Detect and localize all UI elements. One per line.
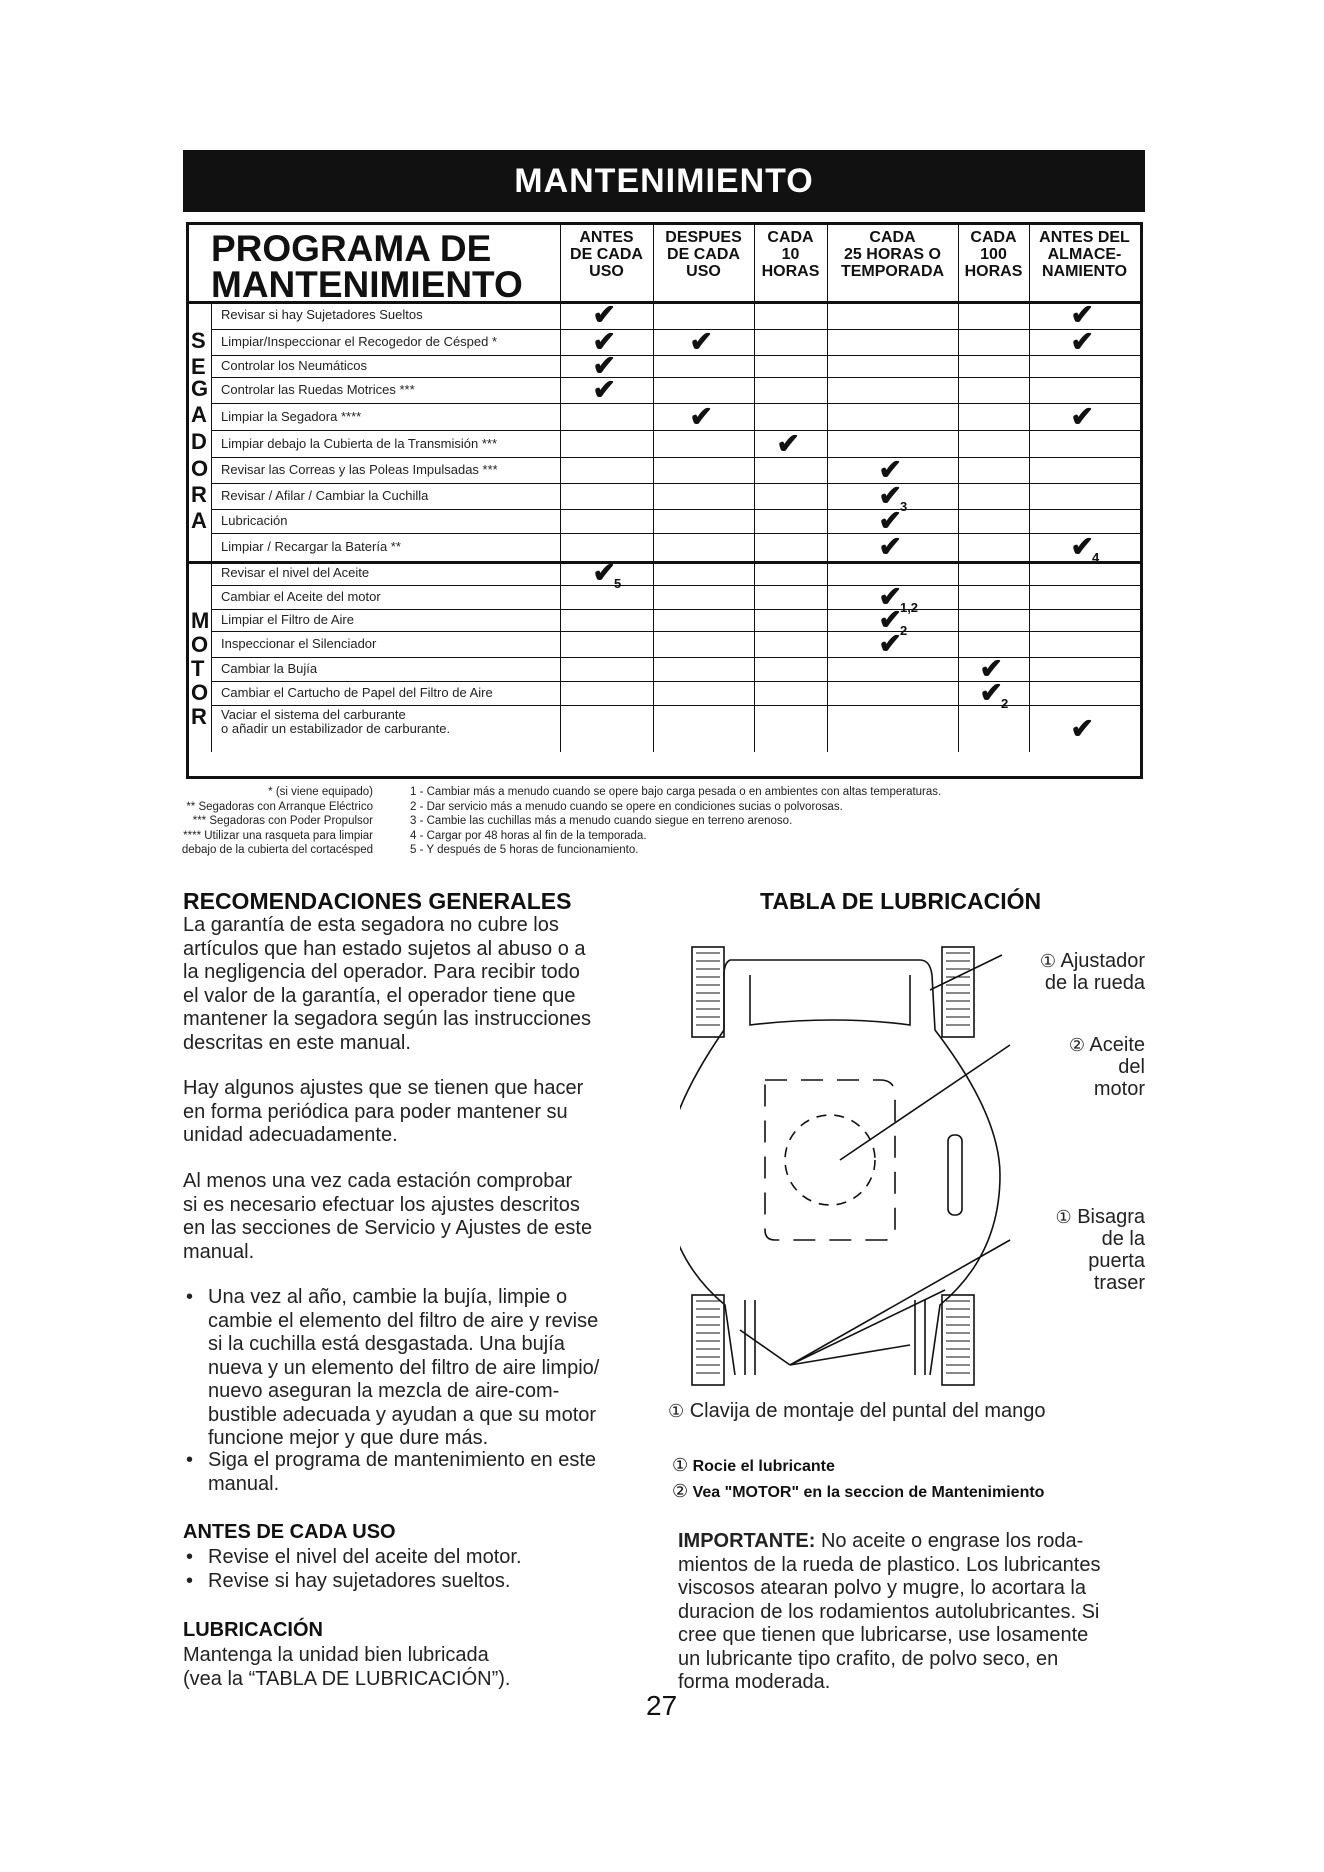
column-divider bbox=[653, 225, 654, 752]
checkmark-glyph: ✔ bbox=[878, 480, 902, 511]
text-line: un lubricante tipo crafito, de polvo seco, en bbox=[678, 1647, 1059, 1670]
circle-2-icon: ② bbox=[672, 1481, 689, 1501]
task-label bbox=[221, 685, 493, 701]
row-divider bbox=[211, 355, 1140, 356]
task-label bbox=[221, 565, 369, 581]
task-text: Limpiar la Segadora **** bbox=[221, 408, 362, 424]
side-letter-segadora: G bbox=[191, 376, 209, 401]
footnote-left: * (si viene equipado) bbox=[268, 786, 373, 798]
side-letter-motor: R bbox=[191, 704, 207, 729]
column-header bbox=[560, 229, 653, 280]
schedule-title bbox=[211, 228, 523, 305]
text-line: descritas en este manual. bbox=[183, 1031, 411, 1054]
text-line: bustible adecuada y ayudan a que su motor bbox=[208, 1403, 597, 1426]
task-label bbox=[221, 307, 423, 323]
task-text: Cambiar el Aceite del motor bbox=[221, 589, 381, 604]
lubrication-heading: LUBRICACIÓN bbox=[183, 1619, 323, 1641]
text-line: manual. bbox=[208, 1472, 280, 1495]
text-line: en las secciones de Servicio y Ajustes de este bbox=[183, 1217, 593, 1239]
bullet-icon: • bbox=[186, 1570, 194, 1592]
text-line: mientos de la rueda de plastico. Los lubricantes bbox=[678, 1553, 1101, 1576]
task-label bbox=[221, 513, 288, 529]
side-letter-segadora: D bbox=[191, 429, 207, 454]
text-line: la negligencia del operador. Para recibir todo bbox=[183, 961, 580, 983]
side-letter-segadora: S bbox=[191, 328, 206, 353]
column-header-line: USO bbox=[686, 263, 721, 280]
row-divider bbox=[211, 533, 1140, 534]
task-text: Cambiar el Cartucho de Papel del Filtro de Aire bbox=[221, 685, 493, 700]
task-text: Cambiar la Bujía bbox=[221, 661, 318, 676]
column-header-line: 10 bbox=[781, 246, 800, 263]
checkmark-icon bbox=[593, 559, 622, 592]
task-label bbox=[221, 409, 361, 425]
text-line: Al menos una vez cada estación comprobar bbox=[183, 1170, 573, 1192]
column-header-line: HORAS bbox=[964, 263, 1023, 280]
task-text: Limpiar debajo la Cubierta de la Transmisión *** bbox=[221, 435, 498, 451]
front-left-wheel bbox=[692, 947, 724, 1037]
row-divider bbox=[211, 329, 1140, 330]
task-label bbox=[221, 382, 415, 398]
row-divider bbox=[211, 585, 1140, 586]
column-header-line: ANTES DEL bbox=[1039, 229, 1130, 246]
paragraph-season-check bbox=[183, 1170, 592, 1264]
column-header bbox=[958, 229, 1029, 280]
checkmark-glyph: ✔ bbox=[592, 374, 616, 405]
checkmark-glyph: ✔ bbox=[878, 454, 902, 485]
paragraph-warranty bbox=[183, 914, 591, 1055]
bullet-yearly bbox=[186, 1286, 600, 1451]
footnote-left: *** Segadoras con Poder Propulsor bbox=[192, 815, 373, 827]
column-divider bbox=[754, 225, 755, 752]
rear-left-wheel bbox=[692, 1295, 724, 1385]
column-header-line: CADA bbox=[970, 229, 1017, 246]
lubrication-chart-heading: TABLA DE LUBRICACIÓN bbox=[760, 888, 1042, 914]
rear-right-wheel bbox=[942, 1295, 974, 1385]
column-header-line: TEMPORADA bbox=[840, 263, 945, 280]
footnote-right: 1 - Cambiar más a menudo cuando se opere bajo carga pesada o en ambientes con altas temperaturas. bbox=[410, 786, 942, 798]
column-header-line: HORAS bbox=[761, 263, 820, 280]
paragraph-adjustments bbox=[183, 1077, 583, 1148]
callout-wheel-adjuster: ① Ajustador de la rueda bbox=[1039, 950, 1145, 994]
bullet-icon: • bbox=[186, 1286, 194, 1308]
column-divider bbox=[827, 225, 828, 752]
checkmark-glyph: ✔ bbox=[689, 326, 713, 357]
checkmark-icon bbox=[980, 679, 1009, 712]
task-label bbox=[221, 539, 401, 555]
text-line: (vea la “TABLA DE LUBRICACIÓN”). bbox=[183, 1667, 511, 1690]
side-letter-segadora: R bbox=[191, 482, 207, 507]
text-line: manual. bbox=[183, 1240, 255, 1263]
task-text-line2: o añadir un estabilizador de carburante. bbox=[221, 721, 451, 736]
before-use-item bbox=[186, 1546, 522, 1570]
row-divider bbox=[189, 561, 1140, 564]
important-note: IMPORTANTE: No aceite o engrase los roda- mientos de la rueda de plastico. Los lubricantes viscosos atearan polvo y mugre, lo acortara la duracion de los rodamientos autolubricantes. Si cree que tienen que lubricarse, use losamente un lubricante tipo crafito, de polvo seco, en forma moderada. bbox=[678, 1530, 1148, 1695]
schedule-title-line1: PROGRAMA DE bbox=[211, 228, 492, 269]
column-header bbox=[754, 229, 827, 280]
row-divider bbox=[211, 377, 1140, 378]
column-header-line: NAMIENTO bbox=[1041, 263, 1128, 280]
checkmark-glyph: ✔ bbox=[878, 604, 902, 635]
task-text: Revisar el nivel del Aceite bbox=[221, 565, 370, 580]
checkmark-glyph: ✔ bbox=[878, 628, 902, 659]
checkmark-glyph: ✔ bbox=[1070, 531, 1094, 562]
checkmark-icon bbox=[593, 301, 616, 329]
row-divider bbox=[211, 631, 1140, 632]
checkmark-icon bbox=[1070, 400, 1094, 432]
text-line: forma moderada. bbox=[678, 1671, 831, 1693]
task-text: Vaciar el sistema del carburante bbox=[221, 707, 406, 722]
row-divider bbox=[211, 430, 1140, 431]
task-text: Limpiar el Filtro de Aire bbox=[221, 612, 354, 627]
row-divider bbox=[211, 483, 1140, 484]
checkmark-footnote-ref: 5 bbox=[613, 576, 622, 591]
column-divider bbox=[958, 225, 959, 752]
column-header-line: DESPUES bbox=[665, 229, 742, 246]
task-label bbox=[221, 636, 376, 652]
footnote-left: debajo de la cubierta del cortacésped bbox=[181, 844, 373, 856]
checkmark-icon bbox=[689, 400, 713, 432]
column-header bbox=[1029, 229, 1140, 280]
text-line: funcione mejor y que dure más. bbox=[208, 1427, 489, 1449]
footnote-left: ** Segadoras con Arranque Eléctrico bbox=[186, 800, 373, 813]
column-header-line: ANTES bbox=[579, 229, 634, 246]
checkmark-icon bbox=[879, 630, 902, 658]
checkmark-glyph: ✔ bbox=[776, 427, 800, 459]
task-text: Controlar las Ruedas Motrices *** bbox=[221, 382, 415, 397]
bullet-icon: • bbox=[186, 1449, 194, 1471]
text-line: Revise el nivel del aceite del motor. bbox=[208, 1546, 522, 1568]
task-text: Revisar / Afilar / Cambiar la Cuchilla bbox=[221, 488, 429, 503]
task-text: Lubricación bbox=[221, 513, 288, 528]
row-divider bbox=[211, 457, 1140, 458]
side-letter-motor: O bbox=[191, 632, 209, 657]
checkmark-glyph: ✔ bbox=[979, 653, 1003, 684]
task-label bbox=[221, 334, 497, 350]
task-text: Controlar los Neumáticos bbox=[221, 358, 367, 373]
column-header bbox=[827, 229, 958, 280]
footnote-right: 3 - Cambie las cuchillas más a menudo cuando siegue en terreno arenoso. bbox=[410, 815, 793, 827]
page-number: 27 bbox=[646, 1690, 678, 1721]
row-divider bbox=[211, 609, 1140, 610]
legend-spray-lubricant: ① Rocie el lubricante bbox=[672, 1455, 835, 1475]
column-header bbox=[653, 229, 754, 280]
task-label bbox=[221, 708, 450, 736]
column-header-line: DE CADA bbox=[667, 246, 740, 263]
side-letter-motor: M bbox=[191, 608, 210, 633]
column-divider bbox=[1029, 225, 1030, 752]
text-line: si es necesario efectuar los ajustes descritos bbox=[183, 1193, 580, 1216]
checkmark-glyph: ✔ bbox=[1070, 326, 1094, 357]
checkmark-icon bbox=[690, 328, 713, 356]
checkmark-icon bbox=[1070, 712, 1094, 744]
checkmark-glyph: ✔ bbox=[689, 400, 713, 432]
checkmark-glyph: ✔ bbox=[592, 299, 616, 330]
legend-see-motor: ② Vea "MOTOR" en la seccion de Mantenimiento bbox=[672, 1481, 1045, 1501]
text-line: Revise si hay sujetadores sueltos. bbox=[208, 1570, 511, 1592]
column-header-line: DE CADA bbox=[570, 246, 643, 263]
side-letter-segadora: A bbox=[191, 508, 207, 533]
checkmark-icon bbox=[1071, 533, 1100, 566]
task-label bbox=[221, 661, 317, 677]
letter-strip-divider bbox=[211, 301, 212, 752]
schedule-title-line2: MANTENIMIENTO bbox=[211, 264, 523, 305]
text-line: unidad adecuadamente. bbox=[183, 1124, 398, 1146]
checkmark-glyph: ✔ bbox=[878, 581, 902, 612]
task-label bbox=[221, 358, 367, 374]
maintenance-schedule-table bbox=[186, 222, 1143, 779]
checkmark-icon bbox=[879, 533, 902, 561]
text-line: si la cuchilla está desgastada. Una bujía bbox=[208, 1333, 565, 1355]
task-text: Inspeccionar el Silenciador bbox=[221, 636, 377, 651]
task-text: Limpiar / Recargar la Batería ** bbox=[221, 539, 401, 554]
checkmark-glyph: ✔ bbox=[878, 531, 902, 562]
before-each-use-heading: ANTES DE CADA USO bbox=[183, 1521, 396, 1543]
row-divider bbox=[211, 403, 1140, 404]
checkmark-icon bbox=[776, 427, 800, 459]
general-recommendations-heading: RECOMENDACIONES GENERALES bbox=[183, 888, 572, 914]
text-line: Siga el programa de mantenimiento en este bbox=[208, 1449, 597, 1471]
text-line: nuevo aseguran la mezcla de aire-com- bbox=[208, 1380, 560, 1402]
checkmark-glyph: ✔ bbox=[592, 557, 616, 588]
checkmark-footnote-ref: 2 bbox=[899, 623, 908, 638]
text-line: duracion de los rodamientos autolubricantes. Si bbox=[678, 1600, 1100, 1623]
text-line: La garantía de esta segadora no cubre los bbox=[183, 914, 559, 936]
circle-1-icon: ① bbox=[1055, 1207, 1072, 1227]
checkmark-footnote-ref: 2 bbox=[1000, 696, 1009, 711]
column-divider bbox=[560, 225, 561, 752]
column-header-line: CADA bbox=[767, 229, 814, 246]
checkmark-glyph: ✔ bbox=[979, 677, 1003, 708]
text-line: Una vez al año, cambie la bujía, limpie o bbox=[208, 1286, 568, 1308]
side-letter-segadora: E bbox=[191, 354, 206, 379]
task-label bbox=[221, 589, 381, 605]
side-letter-motor: T bbox=[191, 656, 205, 681]
task-label bbox=[221, 462, 498, 478]
text-line: mantener la segadora según las instrucciones bbox=[183, 1008, 592, 1030]
important-label: IMPORTANTE: bbox=[678, 1530, 816, 1552]
column-header-line: 100 bbox=[980, 246, 1007, 263]
callout-rear-door-hinge: ① Bisagra de la puerta traser bbox=[1055, 1206, 1145, 1294]
task-label bbox=[221, 612, 354, 628]
text-line: viscosos atearan polvo y mugre, lo acortara la bbox=[678, 1577, 1086, 1599]
text-line: artículos que han estado sujetos al abuso o a bbox=[183, 937, 586, 960]
header-divider bbox=[189, 301, 1140, 304]
circle-1-icon: ① bbox=[1039, 951, 1057, 971]
checkmark-glyph: ✔ bbox=[1070, 299, 1094, 330]
mower-deck-outline bbox=[680, 960, 1000, 1375]
footnote-right: 5 - Y después de 5 horas de funcionamiento. bbox=[410, 844, 639, 856]
text-line: cree que tienen que lubricarse, use losamente bbox=[678, 1624, 1089, 1646]
column-header-line: ALMACE- bbox=[1047, 246, 1122, 263]
checkmark-icon bbox=[593, 376, 616, 404]
text-line: nueva y un elemento del filtro de aire limpio/ bbox=[208, 1356, 600, 1379]
text-line: el valor de la garantía, el operador tiene que bbox=[183, 984, 576, 1007]
circle-2-icon: ② bbox=[1068, 1035, 1085, 1055]
task-text: Revisar si hay Sujetadores Sueltos bbox=[221, 307, 423, 322]
checkmark-icon bbox=[1071, 301, 1094, 329]
front-right-wheel bbox=[942, 947, 974, 1037]
footnote-right: 2 - Dar servicio más a menudo cuando se opere en condiciones sucias o polvorosas. bbox=[410, 800, 843, 813]
checkmark-glyph: ✔ bbox=[592, 326, 616, 357]
text-line: en forma periódica para poder mantener su bbox=[183, 1100, 568, 1123]
text-line: Mantenga la unidad bien lubricada bbox=[183, 1644, 489, 1666]
checkmark-footnote-ref: 1,2 bbox=[899, 600, 919, 615]
checkmark-footnote-ref: 4 bbox=[1091, 550, 1100, 565]
checkmark-glyph: ✔ bbox=[592, 350, 616, 381]
checkmark-icon bbox=[1071, 328, 1094, 356]
callout-engine-oil: ② Aceite del motor bbox=[1068, 1034, 1145, 1100]
checkmark-glyph: ✔ bbox=[1070, 712, 1094, 744]
side-letter-motor: O bbox=[191, 680, 209, 705]
side-letter-segadora: A bbox=[191, 402, 207, 427]
task-label bbox=[221, 488, 428, 504]
checkmark-glyph: ✔ bbox=[878, 505, 902, 536]
section-banner: MANTENIMIENTO bbox=[183, 150, 1145, 212]
text-line: Hay algunos ajustes que se tienen que hacer bbox=[183, 1077, 584, 1099]
checkmark-footnote-ref: 3 bbox=[899, 499, 908, 514]
circle-1-icon: ① bbox=[672, 1455, 689, 1475]
task-label bbox=[221, 436, 497, 452]
task-text: Revisar las Correas y las Poleas Impulsadas *** bbox=[221, 462, 498, 477]
paragraph-lubrication bbox=[183, 1644, 510, 1691]
footnote-left: **** Utilizar una rasqueta para limpiar bbox=[183, 829, 373, 842]
bullet-follow-program bbox=[186, 1449, 597, 1496]
column-header-line: USO bbox=[589, 263, 624, 280]
circle-1-icon: ① bbox=[668, 1401, 685, 1421]
footnote-right: 4 - Cargar por 48 horas al fin de la temporada. bbox=[410, 829, 647, 842]
side-letter-segadora: O bbox=[191, 456, 209, 481]
column-header-line: 25 HORAS O bbox=[844, 246, 941, 263]
callout-handle-pin: ① Clavija de montaje del puntal del mango bbox=[668, 1400, 1046, 1422]
task-text: Limpiar/Inspeccionar el Recogedor de Césped * bbox=[221, 334, 498, 349]
column-header-line: CADA bbox=[869, 229, 916, 246]
checkmark-glyph: ✔ bbox=[1070, 400, 1094, 432]
before-use-item bbox=[186, 1570, 511, 1594]
bullet-icon: • bbox=[186, 1546, 194, 1568]
text-line: cambie el elemento del filtro de aire y revise bbox=[208, 1309, 599, 1332]
lawnmower-lubrication-diagram bbox=[680, 935, 1150, 1405]
row-divider bbox=[211, 509, 1140, 510]
